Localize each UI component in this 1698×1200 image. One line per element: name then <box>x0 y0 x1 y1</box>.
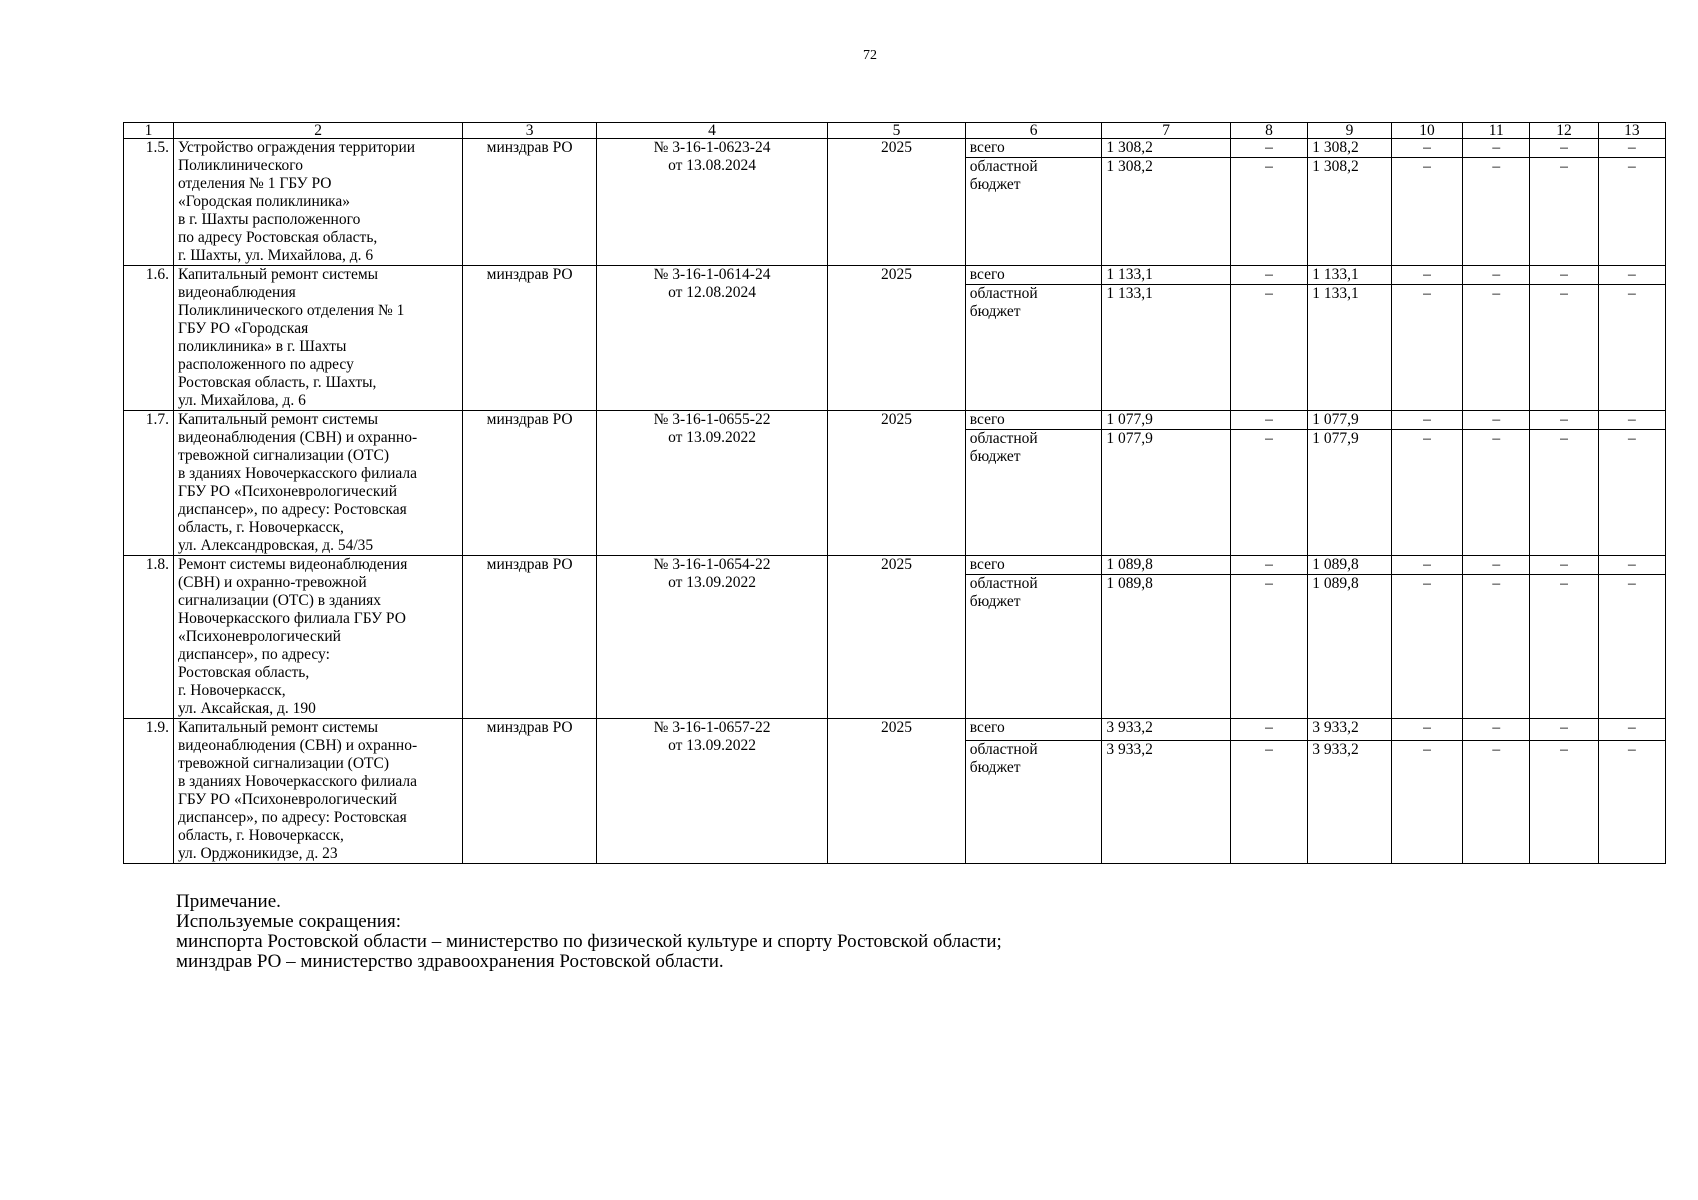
amount-col13: – <box>1598 285 1665 411</box>
column-header: 8 <box>1230 123 1307 139</box>
item-year: 2025 <box>828 139 966 266</box>
amount-total-col7: 1 077,9 <box>1102 411 1230 430</box>
amount-col9: 1 133,1 <box>1308 266 1392 285</box>
column-header: 12 <box>1530 123 1598 139</box>
description-line: Поликлинического <box>177 157 304 174</box>
amount-col8: – <box>1230 158 1307 266</box>
amount-col11: – <box>1463 158 1530 266</box>
item-organization: минздрав РО <box>463 266 597 411</box>
item-organization: минздрав РО <box>463 139 597 266</box>
note-block <box>176 892 1002 972</box>
document-line: от 13.08.2024 <box>668 157 757 174</box>
description-line: «Городская поликлиника» <box>177 193 350 210</box>
description-line: видеонаблюдения (СВН) и охранно- <box>177 429 418 446</box>
item-document <box>596 411 827 556</box>
description-line: Устройство ограждения территории <box>177 139 416 156</box>
description-line: в зданиях Новочеркасского филиала <box>177 773 418 790</box>
funding-source-line: всего <box>969 411 1005 428</box>
amount-col11: – <box>1463 411 1530 430</box>
description-line: видеонаблюдения (СВН) и охранно- <box>177 737 418 754</box>
note-abbreviations-heading: Используемые сокращения: <box>176 911 401 932</box>
amount-col12: – <box>1530 411 1598 430</box>
column-header: 1 <box>124 123 174 139</box>
amount-col13: – <box>1598 430 1665 556</box>
item-number: 1.9. <box>124 719 174 864</box>
description-line: ГБУ РО «Психоневрологический <box>177 791 397 808</box>
description-line: Капитальный ремонт системы <box>177 266 379 283</box>
item-document <box>596 266 827 411</box>
table-row <box>124 556 1666 575</box>
amount-col10: – <box>1391 139 1462 158</box>
amount-col8: – <box>1230 556 1307 575</box>
amount-col10: – <box>1391 575 1462 719</box>
amount-col9: 1 133,1 <box>1308 285 1392 411</box>
amount-col11: – <box>1463 139 1530 158</box>
funding-source-line: бюджет <box>969 176 1021 194</box>
amount-col8: – <box>1230 719 1307 741</box>
amount-total-col7: 1 077,9 <box>1102 430 1230 556</box>
column-header: 11 <box>1463 123 1530 139</box>
document-line: от 13.09.2022 <box>668 737 757 754</box>
document-line: № 3-16-1-0655-22 <box>653 411 771 428</box>
amount-col9: 1 077,9 <box>1308 411 1392 430</box>
funding-source <box>965 266 1102 285</box>
document-line: № 3-16-1-0654-22 <box>653 556 771 573</box>
amount-col12: – <box>1530 575 1598 719</box>
amount-total-col7: 3 933,2 <box>1102 719 1230 741</box>
document-line: № 3-16-1-0614-24 <box>653 266 771 283</box>
amount-col8: – <box>1230 741 1307 864</box>
item-year: 2025 <box>828 266 966 411</box>
description-line: ул. Орджоникидзе, д. 23 <box>177 845 338 862</box>
column-header: 7 <box>1102 123 1230 139</box>
amount-col13: – <box>1598 741 1665 864</box>
description-line: Ремонт системы видеонаблюдения <box>177 556 408 573</box>
note-title: Примечание. <box>176 891 281 912</box>
description-line: (СВН) и охранно-тревожной <box>177 574 367 591</box>
amount-total-col7: 3 933,2 <box>1102 741 1230 864</box>
amount-col11: – <box>1463 575 1530 719</box>
funding-source-line: всего <box>969 139 1005 156</box>
item-description <box>173 556 462 719</box>
amount-col11: – <box>1463 741 1530 864</box>
amount-col8: – <box>1230 411 1307 430</box>
amount-col10: – <box>1391 719 1462 741</box>
item-number: 1.7. <box>124 411 174 556</box>
description-line: «Психоневрологический <box>177 628 341 645</box>
column-header: 13 <box>1598 123 1665 139</box>
table-row <box>124 411 1666 430</box>
item-document <box>596 556 827 719</box>
amount-col13: – <box>1598 719 1665 741</box>
item-year: 2025 <box>828 719 966 864</box>
description-line: тревожной сигнализации (ОТС) <box>177 447 389 464</box>
amount-col9: 1 077,9 <box>1308 430 1392 556</box>
funding-source <box>965 139 1102 158</box>
description-line: диспансер», по адресу: <box>177 646 330 663</box>
description-line: Новочеркасского филиала ГБУ РО <box>177 610 406 627</box>
table-row <box>124 139 1666 158</box>
description-line: поликлиника» в г. Шахты <box>177 338 347 355</box>
funding-source <box>965 575 1102 719</box>
description-line: ГБУ РО «Городская <box>177 320 309 337</box>
amount-col13: – <box>1598 266 1665 285</box>
description-line: г. Шахты, ул. Михайлова, д. 6 <box>177 247 374 264</box>
description-line: область, г. Новочеркасск, <box>177 519 344 536</box>
description-line: диспансер», по адресу: Ростовская <box>177 501 407 518</box>
funding-source <box>965 430 1102 556</box>
description-line: ул. Александровская, д. 54/35 <box>177 537 374 554</box>
amount-col13: – <box>1598 139 1665 158</box>
description-line: диспансер», по адресу: Ростовская <box>177 809 407 826</box>
item-year: 2025 <box>828 411 966 556</box>
item-description <box>173 719 462 864</box>
column-header: 3 <box>463 123 597 139</box>
item-description <box>173 411 462 556</box>
amount-col10: – <box>1391 741 1462 864</box>
funding-source-line: бюджет <box>969 593 1021 611</box>
column-header: 5 <box>828 123 966 139</box>
item-number: 1.5. <box>124 139 174 266</box>
item-document <box>596 719 827 864</box>
amount-col10: – <box>1391 285 1462 411</box>
description-line: Капитальный ремонт системы <box>177 719 379 736</box>
amount-col10: – <box>1391 266 1462 285</box>
item-document <box>596 139 827 266</box>
description-line: г. Новочеркасск, <box>177 682 286 699</box>
amount-col10: – <box>1391 158 1462 266</box>
amount-col13: – <box>1598 411 1665 430</box>
funding-source <box>965 556 1102 575</box>
funding-source-line: областной <box>969 285 1038 303</box>
description-line: Ростовская область, <box>177 664 310 681</box>
document-line: № 3-16-1-0623-24 <box>653 139 771 156</box>
funding-source-line: областной <box>969 575 1038 593</box>
page-number: 72 <box>863 48 877 63</box>
description-line: Ростовская область, г. Шахты, <box>177 374 377 391</box>
amount-col8: – <box>1230 266 1307 285</box>
amount-total-col7: 1 133,1 <box>1102 285 1230 411</box>
description-line: отделения № 1 ГБУ РО <box>177 175 332 192</box>
funding-source-line: областной <box>969 741 1038 759</box>
column-header: 2 <box>173 123 462 139</box>
amount-col9: 1 308,2 <box>1308 158 1392 266</box>
amount-col8: – <box>1230 430 1307 556</box>
amount-col8: – <box>1230 139 1307 158</box>
table-row <box>124 266 1666 285</box>
funding-source-line: всего <box>969 556 1005 573</box>
amount-col8: – <box>1230 575 1307 719</box>
note-abbreviation-minzdrav: минздрав РО – министерство здравоохранения Ростовской области. <box>176 951 724 972</box>
description-line: область, г. Новочеркасск, <box>177 827 344 844</box>
description-line: расположенного по адресу <box>177 356 354 373</box>
funding-source-line: всего <box>969 719 1005 736</box>
amount-col12: – <box>1530 158 1598 266</box>
amount-total-col7: 1 133,1 <box>1102 266 1230 285</box>
program-table <box>123 122 1666 864</box>
description-line: ул. Аксайская, д. 190 <box>177 700 316 717</box>
description-line: Капитальный ремонт системы <box>177 411 379 428</box>
funding-source <box>965 719 1102 741</box>
item-organization: минздрав РО <box>463 556 597 719</box>
amount-col12: – <box>1530 741 1598 864</box>
amount-col9: 1 089,8 <box>1308 575 1392 719</box>
description-line: сигнализации (ОТС) в зданиях <box>177 592 382 609</box>
item-organization: минздрав РО <box>463 411 597 556</box>
funding-source <box>965 285 1102 411</box>
description-line: в г. Шахты расположенного <box>177 211 361 228</box>
item-description <box>173 139 462 266</box>
item-year: 2025 <box>828 556 966 719</box>
item-organization: минздрав РО <box>463 719 597 864</box>
description-line: ул. Михайлова, д. 6 <box>177 392 306 409</box>
amount-total-col7: 1 308,2 <box>1102 139 1230 158</box>
funding-source-line: бюджет <box>969 759 1021 777</box>
document-line: от 13.09.2022 <box>668 574 757 591</box>
amount-col11: – <box>1463 719 1530 741</box>
funding-source <box>965 741 1102 864</box>
amount-total-col7: 1 089,8 <box>1102 575 1230 719</box>
amount-col10: – <box>1391 430 1462 556</box>
description-line: ГБУ РО «Психоневрологический <box>177 483 397 500</box>
amount-col13: – <box>1598 556 1665 575</box>
amount-col11: – <box>1463 430 1530 556</box>
amount-col12: – <box>1530 285 1598 411</box>
amount-col12: – <box>1530 266 1598 285</box>
amount-col11: – <box>1463 556 1530 575</box>
amount-col9: 3 933,2 <box>1308 741 1392 864</box>
document-line: от 12.08.2024 <box>668 284 757 301</box>
description-line: по адресу Ростовская область, <box>177 229 378 246</box>
amount-col9: 1 089,8 <box>1308 556 1392 575</box>
column-header: 10 <box>1391 123 1462 139</box>
amount-col13: – <box>1598 575 1665 719</box>
description-line: видеонаблюдения <box>177 284 296 301</box>
document-line: от 13.09.2022 <box>668 429 757 446</box>
amount-total-col7: 1 308,2 <box>1102 158 1230 266</box>
amount-total-col7: 1 089,8 <box>1102 556 1230 575</box>
funding-source-line: областной <box>969 158 1038 176</box>
amount-col12: – <box>1530 139 1598 158</box>
description-line: тревожной сигнализации (ОТС) <box>177 755 389 772</box>
document-line: № 3-16-1-0657-22 <box>653 719 771 736</box>
item-number: 1.8. <box>124 556 174 719</box>
description-line: в зданиях Новочеркасского филиала <box>177 465 418 482</box>
amount-col8: – <box>1230 285 1307 411</box>
column-header: 6 <box>965 123 1102 139</box>
note-abbreviation-minsport: минспорта Ростовской области – министерство по физической культуре и спорту Ростовской области; <box>176 931 1002 952</box>
funding-source <box>965 158 1102 266</box>
amount-col9: 1 308,2 <box>1308 139 1392 158</box>
amount-col12: – <box>1530 719 1598 741</box>
amount-col10: – <box>1391 556 1462 575</box>
amount-col10: – <box>1391 411 1462 430</box>
description-line: Поликлинического отделения № 1 <box>177 302 405 319</box>
funding-source-line: всего <box>969 266 1005 283</box>
amount-col9: 3 933,2 <box>1308 719 1392 741</box>
funding-source <box>965 411 1102 430</box>
column-header: 4 <box>596 123 827 139</box>
funding-source-line: бюджет <box>969 448 1021 466</box>
amount-col12: – <box>1530 430 1598 556</box>
column-number-row <box>124 123 1666 139</box>
item-number: 1.6. <box>124 266 174 411</box>
amount-col12: – <box>1530 556 1598 575</box>
amount-col11: – <box>1463 266 1530 285</box>
funding-source-line: областной <box>969 430 1038 448</box>
amount-col11: – <box>1463 285 1530 411</box>
column-header: 9 <box>1308 123 1392 139</box>
amount-col13: – <box>1598 158 1665 266</box>
funding-source-line: бюджет <box>969 303 1021 321</box>
item-description <box>173 266 462 411</box>
table-row <box>124 719 1666 741</box>
